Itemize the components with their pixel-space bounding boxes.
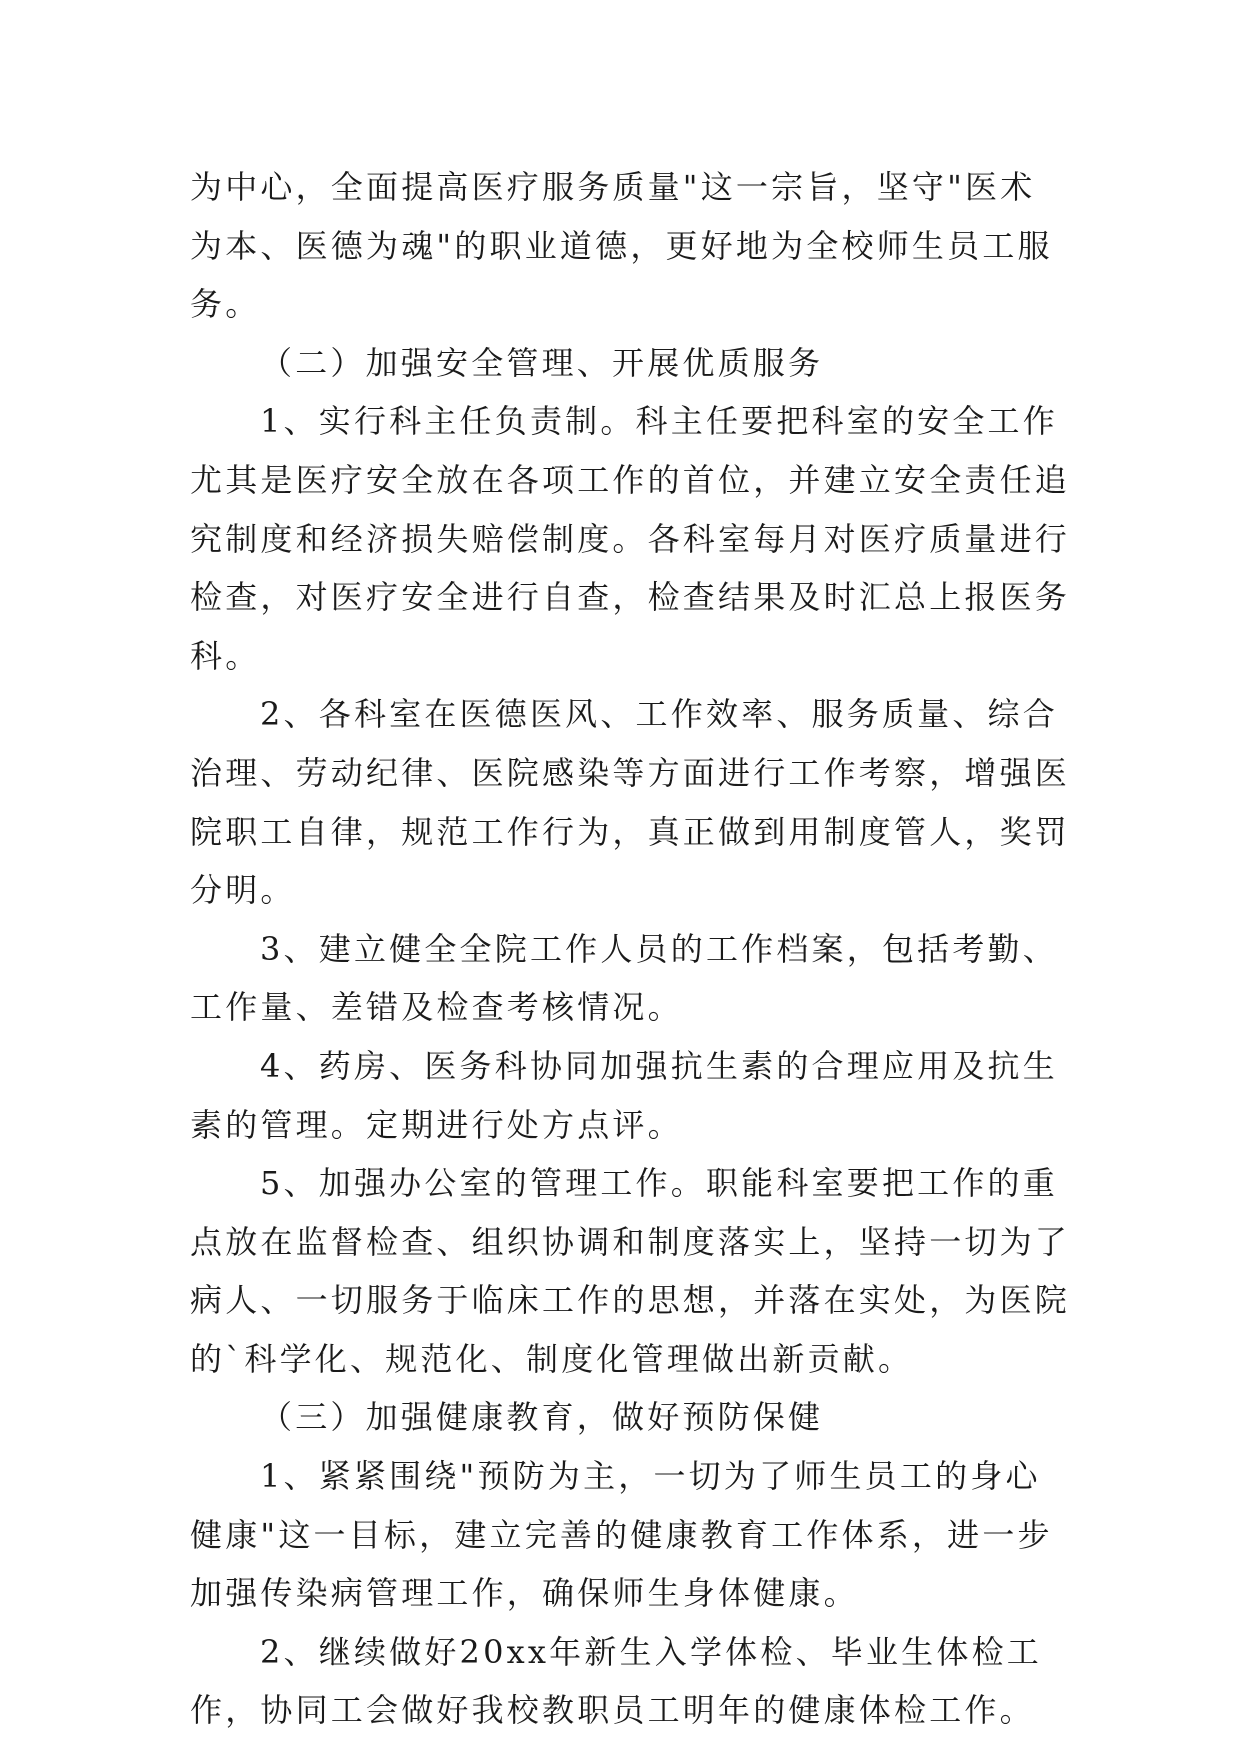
section-heading-2: （二）加强安全管理、开展优质服务 bbox=[260, 343, 824, 382]
section-heading-3: （三）加强健康教育，做好预防保健 bbox=[260, 1398, 824, 1437]
paragraph-item-2-2: 2、各科室在医德医风、工作效率、服务质量、综合治理、劳动纪律、医院感染等方面进行工作考察，增强医院职工自律，规范工作行为，真正做到用制度管人，奖罚分明。 bbox=[190, 695, 1071, 910]
paragraph-item-2-1: 1、实行科主任负责制。科主任要把科室的安全工作尤其是医疗安全放在各项工作的首位，并建立安全责任追究制度和经济损失赔偿制度。各科室每月对医疗质量进行检查，对医疗安全进行自查，检查结果及时汇总上报医务科。 bbox=[190, 402, 1071, 675]
paragraph-item-3-2: 2、继续做好20xx年新生入学体检、毕业生体检工作，协同工会做好我校教职员工明年的健康体检工作。 bbox=[190, 1632, 1042, 1730]
paragraph-continuation: 为中心，全面提高医疗服务质量"这一宗旨，坚守"医术为本、医德为魂"的职业道德，更好地为全校师生员工服务。 bbox=[190, 168, 1053, 324]
paragraph-item-2-5: 5、加强办公室的管理工作。职能科室要把工作的重点放在监督检查、组织协调和制度落实上，坚持一切为了病人、一切服务于临床工作的思想，并落在实处，为医院的`科学化、规范化、制度化管理做出新贡献。 bbox=[190, 1164, 1071, 1378]
paragraph-item-2-3: 3、建立健全全院工作人员的工作档案，包括考勤、工作量、差错及检查考核情况。 bbox=[190, 929, 1058, 1027]
document-body bbox=[190, 158, 1070, 1740]
paragraph-item-2-4: 4、药房、医务科协同加强抗生素的合理应用及抗生素的管理。定期进行处方点评。 bbox=[190, 1046, 1058, 1144]
paragraph-item-3-1: 1、紧紧围绕"预防为主，一切为了师生员工的身心健康"这一目标，建立完善的健康教育工作体系，进一步加强传染病管理工作，确保师生身体健康。 bbox=[190, 1457, 1053, 1613]
